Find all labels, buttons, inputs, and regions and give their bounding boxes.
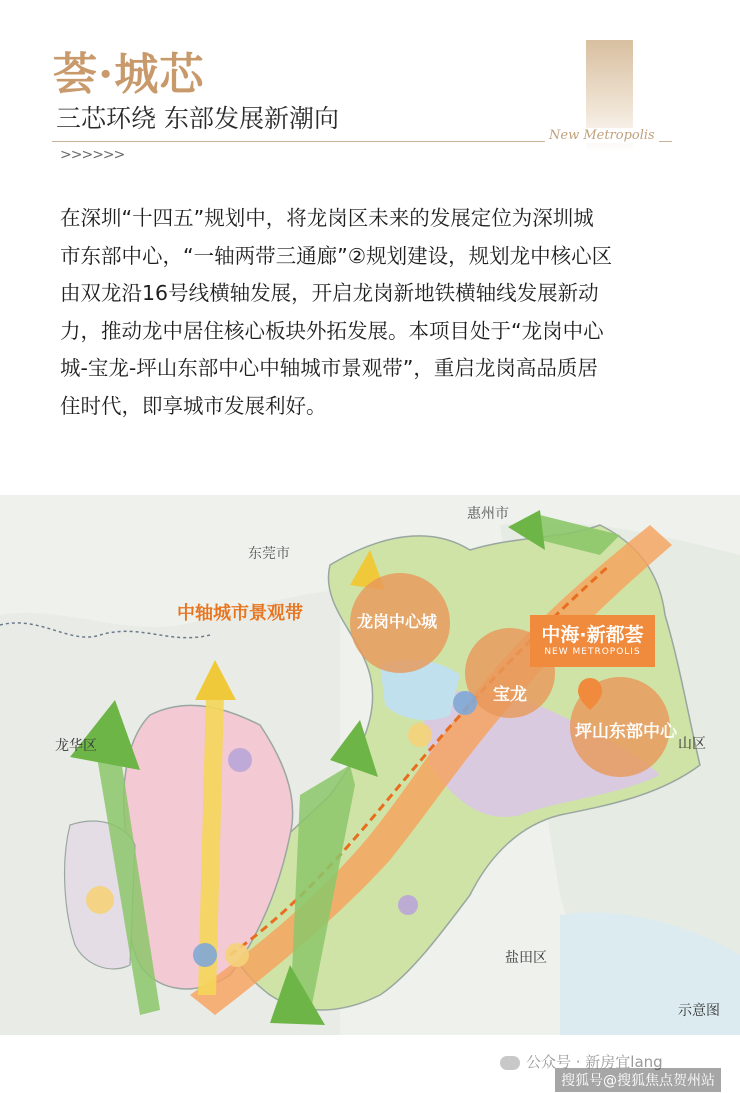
map-label-longgang-center: 龙岗中心城: [357, 612, 438, 631]
paragraph-line: 住时代，即享城市发展利好。: [60, 393, 327, 418]
map-marker: [193, 943, 217, 967]
map-project-logo: [530, 615, 655, 667]
decorative-script-text: New Metropolis: [545, 128, 659, 143]
map-caption: 示意图: [678, 1003, 720, 1019]
map-label-pingshan-district: 山区: [678, 736, 706, 752]
map-marker: [86, 886, 114, 914]
map-marker: [453, 691, 477, 715]
map-marker: [225, 943, 249, 967]
sohu-watermark: 搜狐号@搜狐焦点贺州站: [555, 1068, 721, 1092]
chevron-decoration-icon: >>>>>>: [60, 147, 125, 163]
footer: [0, 1035, 740, 1093]
page-subtitle: 三芯环绕 东部发展新潮向: [56, 104, 339, 133]
map-marker: [398, 895, 418, 915]
wechat-account: 公众号 · 新房宜lang: [526, 1053, 663, 1071]
planning-map: [0, 495, 740, 1035]
project-logo-en: NEW METROPOLIS: [544, 647, 641, 657]
wechat-icon: [500, 1056, 520, 1070]
brand-title: 荟·城芯: [53, 49, 205, 100]
map-label-longhua: 龙华区: [55, 738, 97, 754]
article-paragraph: [60, 200, 690, 425]
map-axis-label: 中轴城市景观带: [177, 603, 303, 624]
map-label-yantian: 盐田区: [505, 950, 547, 966]
paragraph-line: 市东部中心，“一轴两带三通廊”②规划建设，规划龙中核心区: [60, 243, 613, 268]
map-marker: [408, 723, 432, 747]
header: [0, 0, 740, 190]
paragraph-line: 力，推动龙中居住核心板块外拓发展。本项目处于“龙岗中心: [60, 318, 604, 343]
paragraph-line: 在深圳“十四五”规划中，将龙岗区未来的发展定位为深圳城: [60, 206, 594, 230]
map-marker: [228, 748, 252, 772]
paragraph-line: 城-宝龙-坪山东部中心中轴城市景观带”，重启龙岗高品质居: [60, 356, 598, 380]
map-label-pingshan-center: 坪山东部中心: [575, 722, 677, 742]
map-label-dongguan: 东莞市: [248, 546, 290, 562]
map-label-baolong: 宝龙: [493, 685, 527, 705]
project-logo-cn: 中海·新都荟: [541, 624, 644, 646]
map-label-huizhou: 惠州市: [467, 506, 509, 522]
paragraph-line: 由双龙沿16号线横轴发展，开启龙岗新地铁横轴线发展新动: [60, 281, 599, 305]
